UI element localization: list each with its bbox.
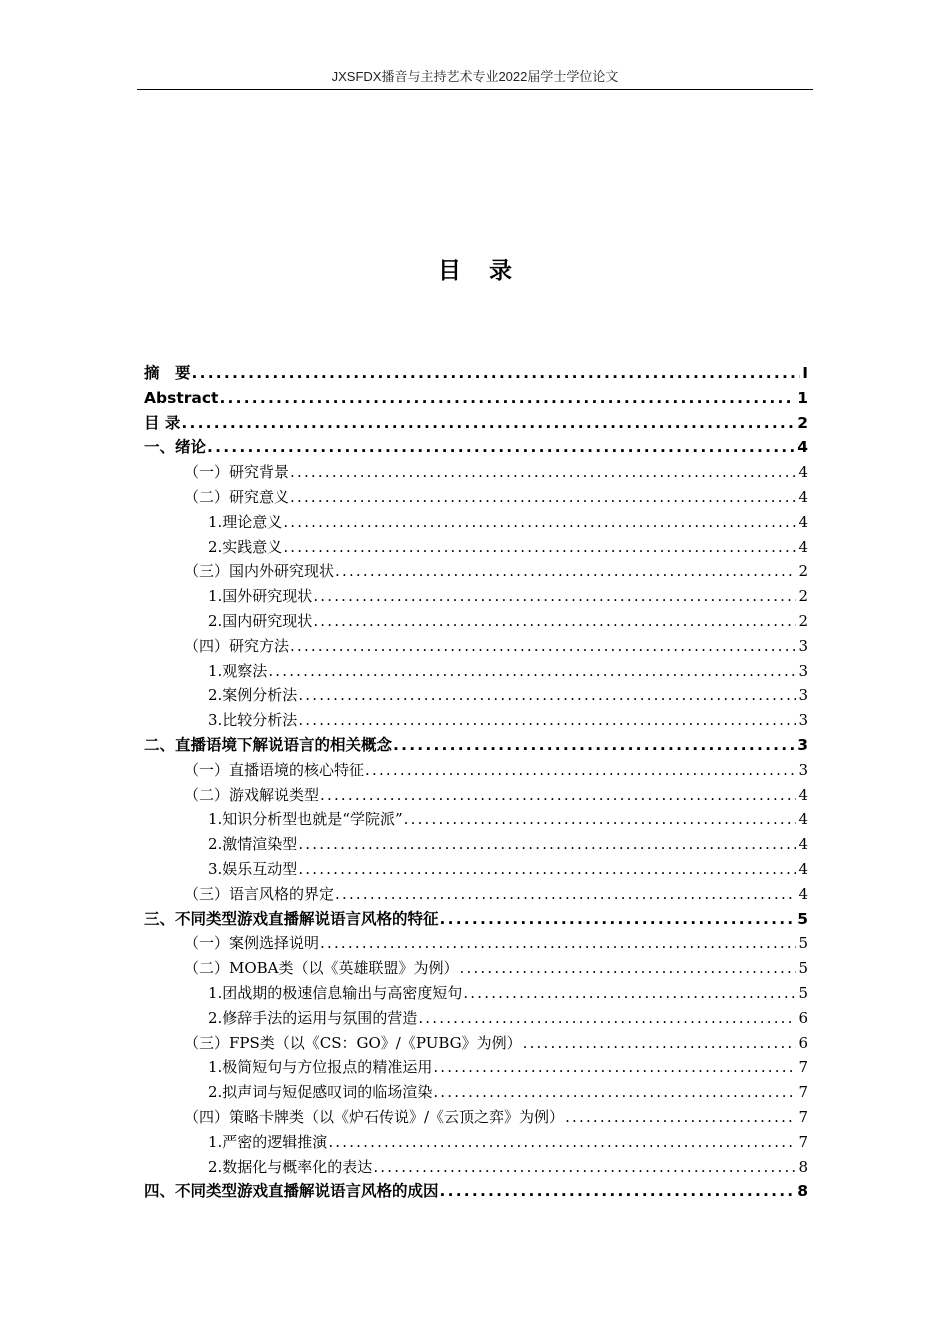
toc-entry[interactable] xyxy=(144,535,808,560)
toc-entry[interactable] xyxy=(144,659,808,684)
toc-dot-leader xyxy=(334,559,796,584)
toc-entry-page: 8 xyxy=(797,1182,808,1201)
toc-entry-label: 2.修辞手法的运用与氛围的营造 xyxy=(208,1008,418,1027)
toc-entry-label: 1.知识分析型也就是“学院派” xyxy=(208,810,403,829)
toc-dot-leader xyxy=(289,634,796,659)
toc-entry[interactable] xyxy=(144,485,808,510)
toc-entry-page: 4 xyxy=(798,810,808,829)
toc-entry-label: 2.激情渲染型 xyxy=(208,835,298,854)
toc-entry[interactable] xyxy=(144,361,808,386)
toc-dot-leader xyxy=(417,1006,796,1031)
toc-entry-label: 2.拟声词与短促感叹词的临场渲染 xyxy=(208,1083,433,1102)
toc-entry-page: 4 xyxy=(798,487,808,506)
toc-dot-leader xyxy=(459,956,797,981)
toc-entry-page: 3 xyxy=(798,686,808,705)
toc-dot-leader xyxy=(327,1130,796,1155)
toc-dot-leader xyxy=(312,609,796,634)
toc-entry-label: （一）研究背景 xyxy=(184,463,290,482)
toc-dot-leader xyxy=(180,411,795,436)
toc-dot-leader xyxy=(297,683,796,708)
toc-entry-page: 2 xyxy=(798,611,808,630)
toc-entry-page: 5 xyxy=(798,983,808,1002)
toc-entry-label: （二）游戏解说类型 xyxy=(184,785,320,804)
toc-dot-leader xyxy=(364,758,796,783)
toc-entry-label: Abstract xyxy=(144,388,219,407)
toc-entry[interactable] xyxy=(144,1055,808,1080)
toc-entry[interactable] xyxy=(144,460,808,485)
toc-entry-page: 6 xyxy=(798,1033,808,1052)
toc-entry-label: 2.数据化与概率化的表达 xyxy=(208,1157,373,1176)
toc-entry-page: 4 xyxy=(798,537,808,556)
toc-entry-label: 四、不同类型游戏直播解说语言风格的成因 xyxy=(144,1182,439,1201)
toc-entry-label: （三）FPS类（以《CS：GO》/《PUBG》为例） xyxy=(184,1033,522,1052)
toc-entry[interactable] xyxy=(144,956,808,981)
toc-dot-leader xyxy=(522,1031,797,1056)
header-rule xyxy=(137,89,813,90)
toc-entry-label: （二）研究意义 xyxy=(184,487,290,506)
toc-entry-label: 1.国外研究现状 xyxy=(208,587,313,606)
toc-dot-leader xyxy=(462,981,796,1006)
toc-dot-leader xyxy=(372,1155,796,1180)
toc-dot-leader xyxy=(432,1080,796,1105)
toc-entry[interactable] xyxy=(144,758,808,783)
toc-entry[interactable] xyxy=(144,981,808,1006)
toc-dot-leader xyxy=(439,907,796,932)
toc-entry-page: 5 xyxy=(798,959,808,978)
toc-entry[interactable] xyxy=(144,435,808,460)
toc-entry[interactable] xyxy=(144,411,808,436)
toc-dot-leader xyxy=(392,733,795,758)
toc-entry-label: 2.案例分析法 xyxy=(208,686,298,705)
toc-entry[interactable] xyxy=(144,386,808,411)
toc-entry-label: （三）语言风格的界定 xyxy=(184,884,335,903)
toc-entry-page: 4 xyxy=(798,835,808,854)
toc-entry-page: 7 xyxy=(798,1058,808,1077)
toc-dot-leader xyxy=(439,1179,796,1204)
toc-dot-leader xyxy=(191,361,801,386)
toc-entry[interactable] xyxy=(144,857,808,882)
toc-entry[interactable] xyxy=(144,907,808,932)
toc-entry-label: 一、绪论 xyxy=(144,438,207,457)
toc-entry-page: 2 xyxy=(798,562,808,581)
toc-entry-page: 2 xyxy=(798,587,808,606)
page-header: JXSFDX播音与主持艺术专业2022届学士学位论文 xyxy=(331,69,619,84)
toc-entry[interactable] xyxy=(144,609,808,634)
toc-dot-leader xyxy=(297,857,796,882)
toc-entry-label: 1.观察法 xyxy=(208,661,268,680)
toc-entry-label: （一）案例选择说明 xyxy=(184,934,320,953)
toc-entry[interactable] xyxy=(144,584,808,609)
toc-entry[interactable] xyxy=(144,1155,808,1180)
toc-entry[interactable] xyxy=(144,683,808,708)
toc-dot-leader xyxy=(297,708,796,733)
toc-entry-label: （四）研究方法 xyxy=(184,636,290,655)
toc-dot-leader xyxy=(312,584,796,609)
toc-dot-leader xyxy=(282,535,796,560)
toc-entry-label: （三）国内外研究现状 xyxy=(184,562,335,581)
toc-entry[interactable] xyxy=(144,559,808,584)
toc-entry-page: 4 xyxy=(798,859,808,878)
toc-entry-page: 3 xyxy=(798,760,808,779)
toc-entry[interactable] xyxy=(144,1105,808,1130)
toc-entry-page: 5 xyxy=(797,909,808,928)
toc-dot-leader xyxy=(297,832,796,857)
page-title: 目 录 xyxy=(437,258,522,284)
toc-entry-label: 2.实践意义 xyxy=(208,537,283,556)
toc-dot-leader xyxy=(403,807,797,832)
toc-entry-label: （一）直播语境的核心特征 xyxy=(184,760,365,779)
toc-dot-leader xyxy=(282,510,796,535)
toc-entry-page: 4 xyxy=(798,785,808,804)
toc-dot-leader xyxy=(218,386,795,411)
toc-dot-leader xyxy=(432,1055,796,1080)
toc-dot-leader xyxy=(289,485,796,510)
toc-entry-label: 二、直播语境下解说语言的相关概念 xyxy=(144,735,393,754)
toc-entry[interactable] xyxy=(144,1031,808,1056)
toc-entry-label: （二）MOBA类（以《英雄联盟》为例） xyxy=(184,959,459,978)
toc-dot-leader xyxy=(564,1105,796,1130)
toc-entry-page: 1 xyxy=(797,388,808,407)
toc-entry-label: 3.娱乐互动型 xyxy=(208,859,298,878)
toc-entry-label: 2.国内研究现状 xyxy=(208,611,313,630)
toc-entry-page: 2 xyxy=(797,413,808,432)
toc-entry[interactable] xyxy=(144,1179,808,1204)
toc-dot-leader xyxy=(267,659,796,684)
toc-entry-page: 4 xyxy=(797,438,808,457)
toc-entry-label: 三、不同类型游戏直播解说语言风格的特征 xyxy=(144,909,439,928)
toc-entry-page: 6 xyxy=(798,1008,808,1027)
toc-entry-label: 1.理论意义 xyxy=(208,512,283,531)
toc-entry-label: 3.比较分析法 xyxy=(208,711,298,730)
toc-entry[interactable] xyxy=(144,931,808,956)
toc-entry-label: 摘 要 xyxy=(144,364,191,382)
toc-dot-leader xyxy=(334,882,796,907)
toc-entry-page: 4 xyxy=(798,512,808,531)
toc-entry[interactable] xyxy=(144,1080,808,1105)
toc-dot-leader xyxy=(319,783,796,808)
toc-entry-label: 1.严密的逻辑推演 xyxy=(208,1132,328,1151)
toc-entry[interactable] xyxy=(144,1130,808,1155)
toc-entry-label: （四）策略卡牌类（以《炉石传说》/《云顶之弈》为例） xyxy=(184,1107,565,1126)
toc-entry-label: 1.团战期的极速信息输出与高密度短句 xyxy=(208,983,463,1002)
toc-entry-page: 5 xyxy=(798,934,808,953)
toc-entry-page: 3 xyxy=(798,661,808,680)
toc-entry-page: 7 xyxy=(798,1107,808,1126)
toc-entry[interactable] xyxy=(144,882,808,907)
toc-entry[interactable] xyxy=(144,832,808,857)
toc-entry-page: 7 xyxy=(798,1083,808,1102)
toc-entry[interactable] xyxy=(144,807,808,832)
toc-entry-label: 1.极简短句与方位报点的精准运用 xyxy=(208,1058,433,1077)
toc-entry-page: 3 xyxy=(798,636,808,655)
toc-dot-leader xyxy=(289,460,796,485)
toc-entry[interactable] xyxy=(144,708,808,733)
toc-entry-page: 7 xyxy=(798,1132,808,1151)
toc-entry[interactable] xyxy=(144,733,808,758)
toc-entry-page: 3 xyxy=(797,735,808,754)
table-of-contents xyxy=(144,361,808,1204)
toc-entry-page: 4 xyxy=(798,463,808,482)
toc-dot-leader xyxy=(206,435,795,460)
toc-entry-label: 目 录 xyxy=(144,413,181,432)
toc-entry-page: 4 xyxy=(798,884,808,903)
toc-entry[interactable] xyxy=(144,783,808,808)
toc-entry-page: 8 xyxy=(798,1157,808,1176)
toc-entry[interactable] xyxy=(144,634,808,659)
toc-entry-page: 3 xyxy=(798,711,808,730)
toc-entry[interactable] xyxy=(144,510,808,535)
toc-entry[interactable] xyxy=(144,1006,808,1031)
toc-dot-leader xyxy=(319,931,796,956)
toc-entry-page: I xyxy=(802,364,808,382)
